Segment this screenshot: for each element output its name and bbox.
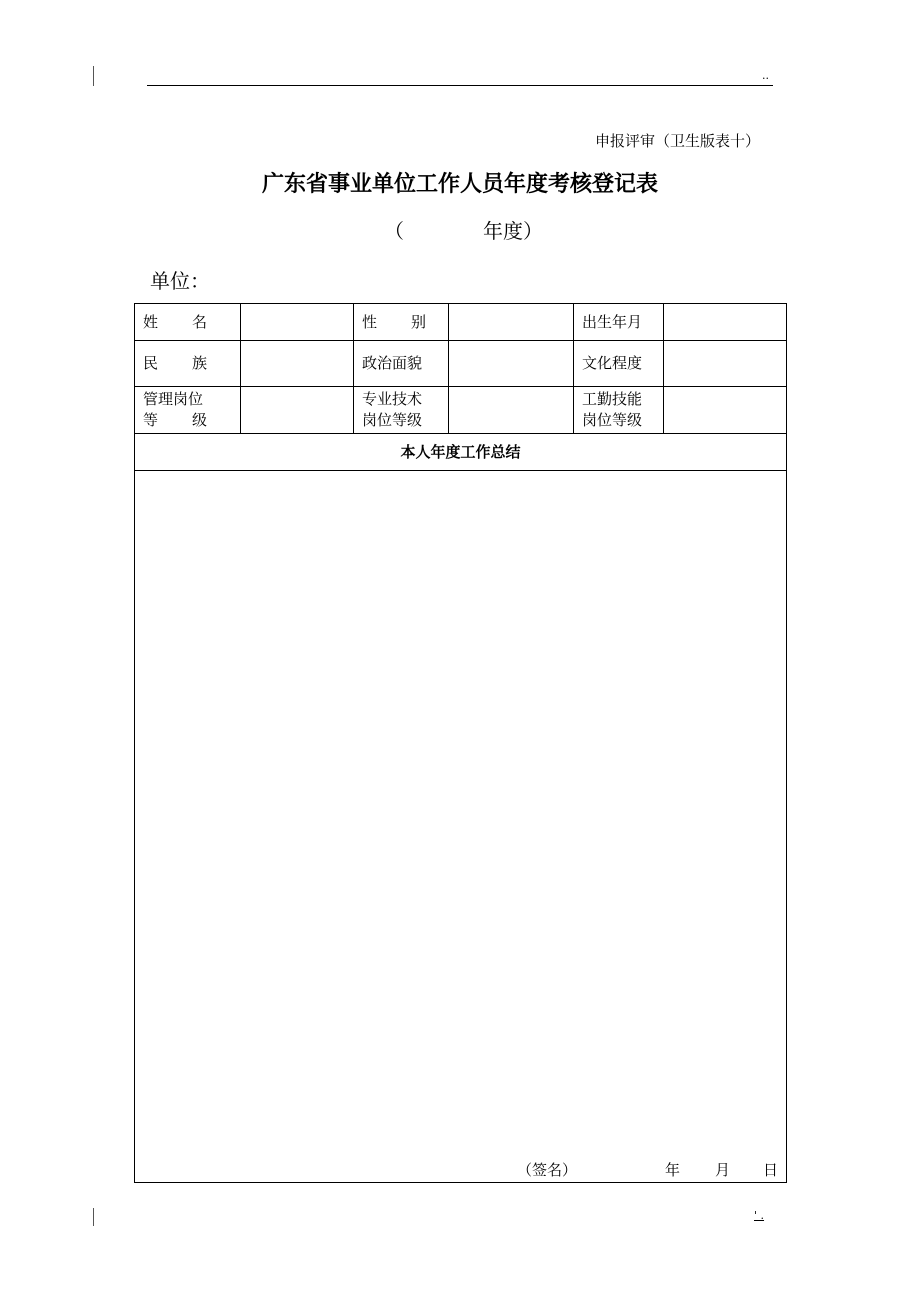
professional-label-line-2: 岗位等级	[362, 411, 423, 429]
crop-mark-top	[93, 66, 94, 86]
name-label-char-2: 名	[191, 312, 207, 331]
form-row-grades	[135, 387, 787, 434]
management-grade-field[interactable]	[241, 387, 354, 434]
education-label: 文化程度	[574, 341, 664, 387]
professional-label-cell	[354, 387, 449, 434]
form-row-basic	[135, 304, 787, 341]
unit-label: 单位：	[150, 269, 210, 293]
management-label-char-1: 等	[143, 411, 159, 429]
page-title: 广东省事业单位工作人员年度考核登记表	[261, 172, 658, 197]
work-summary-field[interactable]	[135, 471, 787, 1183]
birth-label: 出生年月	[574, 304, 664, 341]
date-year-label: 年	[665, 1161, 681, 1179]
political-label: 政治面貌	[354, 341, 449, 387]
gender-label-char-2: 别	[410, 312, 426, 331]
ethnicity-label-char-1: 民	[143, 354, 159, 372]
year-open-paren: （	[384, 219, 404, 243]
header-mark: ..	[762, 69, 769, 82]
gender-label-char-1: 性	[362, 312, 378, 331]
date-day-label: 日	[763, 1161, 779, 1179]
gender-field[interactable]	[449, 304, 574, 341]
appraisal-form-table	[134, 303, 787, 1183]
ethnicity-field[interactable]	[241, 341, 354, 387]
year-label: 年度）	[483, 219, 543, 243]
name-label-char-1: 姓	[143, 312, 159, 331]
form-row-summary	[135, 471, 787, 1183]
professional-grade-field[interactable]	[449, 387, 574, 434]
form-row-background	[135, 341, 787, 387]
worker-label-cell	[574, 387, 664, 434]
gender-label-cell	[354, 304, 449, 341]
professional-label-line-1: 专业技术	[362, 390, 423, 408]
header-rule	[147, 85, 773, 86]
name-label-cell	[135, 304, 241, 341]
form-code: 申报评审（卫生版表十）	[594, 132, 760, 150]
footer-mark: ' .	[754, 1209, 765, 1222]
name-field[interactable]	[241, 304, 354, 341]
form-row-section-head	[135, 434, 787, 471]
worker-label-line-1: 工勤技能	[582, 390, 643, 408]
section-title: 本人年度工作总结	[135, 434, 787, 471]
worker-grade-field[interactable]	[664, 387, 787, 434]
ethnicity-label-char-2: 族	[191, 354, 207, 372]
political-field[interactable]	[449, 341, 574, 387]
ethnicity-label-cell	[135, 341, 241, 387]
date-month-label: 月	[715, 1161, 731, 1179]
worker-label-line-2: 岗位等级	[582, 411, 643, 429]
crop-mark-bottom	[93, 1208, 94, 1226]
signature-label: （签名）	[517, 1161, 578, 1179]
education-field[interactable]	[664, 341, 787, 387]
management-label-char-2: 级	[191, 411, 207, 429]
birth-field[interactable]	[664, 304, 787, 341]
management-label-cell	[135, 387, 241, 434]
management-label-line-1: 管理岗位	[143, 390, 204, 408]
